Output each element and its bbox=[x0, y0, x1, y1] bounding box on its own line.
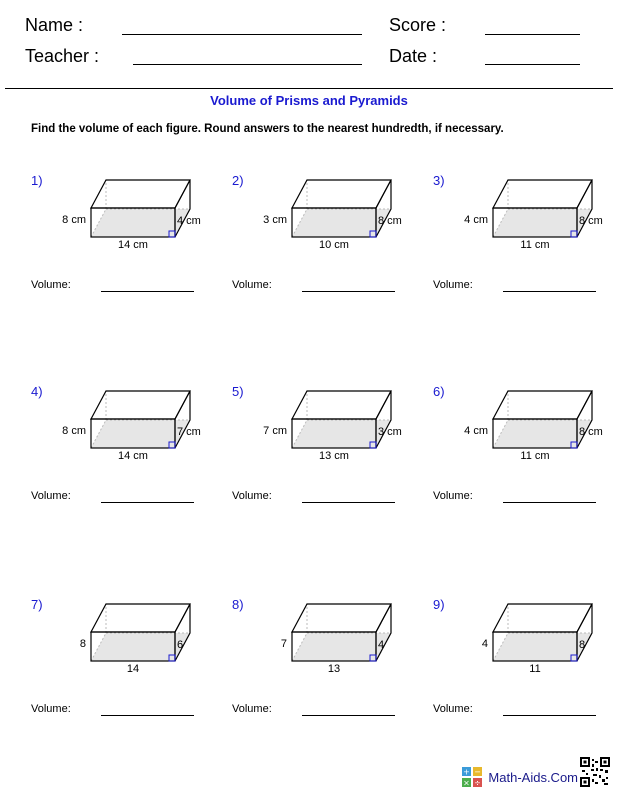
calculator-icon bbox=[462, 767, 482, 787]
length-label: 14 cm bbox=[118, 239, 148, 251]
width-label: 8 bbox=[579, 639, 586, 651]
instructions: Find the volume of each figure. Round answers to the nearest hundredth, if necessary. bbox=[31, 123, 504, 135]
problem-number: 3) bbox=[433, 173, 445, 188]
problem-number: 8) bbox=[232, 597, 244, 612]
length-label: 13 bbox=[327, 663, 341, 675]
length-label: 14 bbox=[126, 663, 140, 675]
problem-6 bbox=[433, 384, 618, 524]
width-label: 4 cm bbox=[177, 215, 201, 227]
problem-8 bbox=[232, 597, 432, 737]
problem-number: 5) bbox=[232, 384, 244, 399]
date-label: Date : bbox=[389, 46, 438, 66]
problem-1 bbox=[31, 173, 231, 313]
problem-number: 7) bbox=[31, 597, 43, 612]
height-label: 7 bbox=[280, 638, 287, 650]
volume-answer-field[interactable] bbox=[503, 715, 596, 716]
qr-code-icon bbox=[580, 757, 610, 787]
height-label: 8 cm bbox=[62, 425, 86, 437]
volume-label: Volume: bbox=[232, 703, 272, 715]
width-label: 8 cm bbox=[378, 215, 402, 227]
volume-label: Volume: bbox=[31, 279, 71, 291]
problem-7 bbox=[31, 597, 231, 737]
problem-number: 6) bbox=[433, 384, 445, 399]
problem-4 bbox=[31, 384, 231, 524]
volume-label: Volume: bbox=[232, 490, 272, 502]
problem-2 bbox=[232, 173, 432, 313]
height-label: 7 cm bbox=[263, 425, 287, 437]
problem-number: 1) bbox=[31, 173, 43, 188]
problem-number: 9) bbox=[433, 597, 445, 612]
worksheet-title: Volume of Prisms and Pyramids bbox=[210, 93, 408, 108]
height-label: 8 cm bbox=[62, 214, 86, 226]
score-label: Score : bbox=[389, 15, 447, 35]
volume-answer-field[interactable] bbox=[503, 291, 596, 292]
height-label: 3 cm bbox=[263, 214, 287, 226]
volume-answer-field[interactable] bbox=[503, 502, 596, 503]
width-label: 4 bbox=[378, 639, 385, 651]
width-label: 8 cm bbox=[579, 426, 603, 438]
volume-label: Volume: bbox=[433, 279, 473, 291]
length-label: 11 cm bbox=[520, 450, 550, 462]
volume-label: Volume: bbox=[433, 490, 473, 502]
problem-9 bbox=[433, 597, 618, 737]
length-label: 11 cm bbox=[520, 239, 550, 251]
height-label: 4 cm bbox=[464, 425, 488, 437]
length-label: 13 cm bbox=[319, 450, 349, 462]
volume-label: Volume: bbox=[433, 703, 473, 715]
width-label: 3 cm bbox=[378, 426, 402, 438]
length-label: 10 cm bbox=[319, 239, 349, 251]
logo-text: Math-Aids.Com bbox=[488, 769, 578, 785]
svg-text:×: × bbox=[463, 778, 471, 787]
width-label: 7 cm bbox=[177, 426, 201, 438]
width-label: 6 bbox=[177, 639, 184, 651]
teacher-label: Teacher : bbox=[25, 46, 100, 66]
volume-answer-field[interactable] bbox=[101, 715, 194, 716]
length-label: 14 cm bbox=[118, 450, 148, 462]
volume-answer-field[interactable] bbox=[302, 502, 395, 503]
problem-number: 4) bbox=[31, 384, 43, 399]
volume-label: Volume: bbox=[232, 279, 272, 291]
svg-text:+: + bbox=[463, 767, 471, 777]
volume-answer-field[interactable] bbox=[302, 715, 395, 716]
math-aids-logo bbox=[462, 767, 578, 787]
volume-answer-field[interactable] bbox=[101, 291, 194, 292]
name-field[interactable] bbox=[122, 34, 362, 35]
width-label: 8 cm bbox=[579, 215, 603, 227]
svg-text:−: − bbox=[474, 767, 482, 777]
volume-label: Volume: bbox=[31, 490, 71, 502]
volume-answer-field[interactable] bbox=[101, 502, 194, 503]
volume-answer-field[interactable] bbox=[302, 291, 395, 292]
volume-label: Volume: bbox=[31, 703, 71, 715]
problem-3 bbox=[433, 173, 618, 313]
svg-text:÷: ÷ bbox=[474, 778, 482, 787]
length-label: 11 bbox=[529, 663, 541, 675]
height-label: 4 cm bbox=[464, 214, 488, 226]
score-field[interactable] bbox=[485, 34, 580, 35]
problem-number: 2) bbox=[232, 173, 244, 188]
name-label: Name : bbox=[25, 15, 84, 35]
header-divider bbox=[5, 88, 613, 89]
height-label: 8 bbox=[79, 638, 86, 650]
problem-5 bbox=[232, 384, 432, 524]
height-label: 4 bbox=[481, 638, 488, 650]
teacher-field[interactable] bbox=[133, 64, 362, 65]
date-field[interactable] bbox=[485, 64, 580, 65]
